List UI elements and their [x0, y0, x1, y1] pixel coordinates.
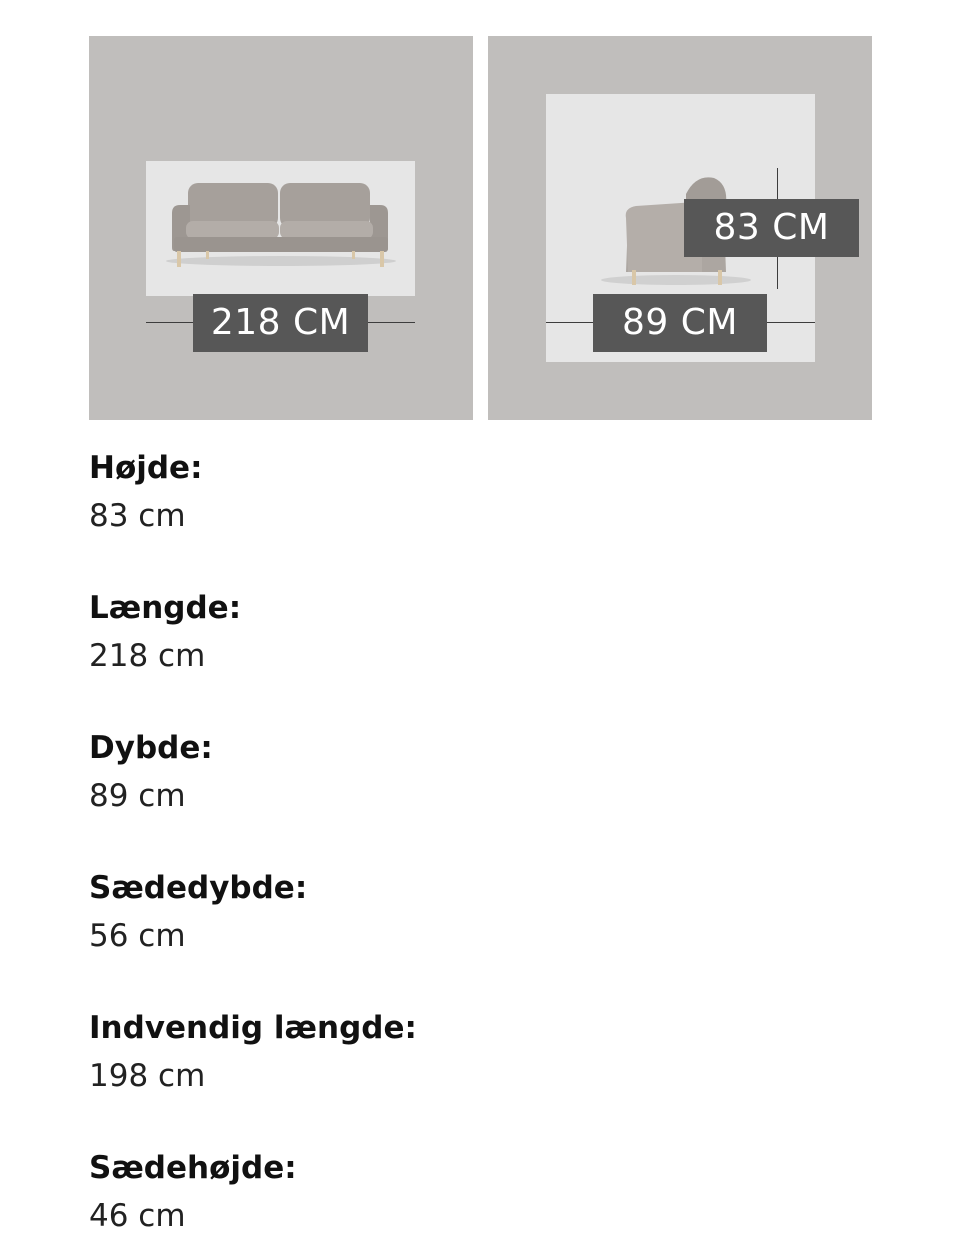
spec-seat-depth [89, 868, 869, 1008]
spec-depth [89, 728, 869, 868]
spec-value: 89 cm [89, 778, 186, 814]
spec-height [89, 448, 869, 588]
spec-value: 218 cm [89, 638, 206, 674]
spec-label: Sædedybde: [89, 870, 308, 906]
spec-value: 83 cm [89, 498, 186, 534]
sofa-front-illustration [146, 161, 415, 296]
spec-label: Dybde: [89, 730, 213, 766]
spec-value: 46 cm [89, 1198, 186, 1234]
sofa-front-image [146, 161, 415, 296]
side-view-diagram[interactable] [488, 36, 872, 420]
depth-dimension-label: 89 CM [593, 294, 767, 352]
dimension-diagrams [89, 36, 872, 420]
spec-label: Indvendig længde: [89, 1010, 417, 1046]
width-dimension-label: 218 CM [193, 294, 368, 352]
spec-label: Længde: [89, 590, 242, 626]
spec-value: 56 cm [89, 918, 186, 954]
spec-length [89, 588, 869, 728]
dimension-spec-list [89, 448, 869, 1251]
front-view-diagram[interactable] [89, 36, 473, 420]
height-dimension-label: 83 CM [684, 199, 859, 257]
spec-label: Højde: [89, 450, 203, 486]
spec-label: Sædehøjde: [89, 1150, 297, 1186]
spec-seat-height [89, 1148, 869, 1251]
spec-value: 198 cm [89, 1058, 206, 1094]
spec-inner-length [89, 1008, 869, 1148]
